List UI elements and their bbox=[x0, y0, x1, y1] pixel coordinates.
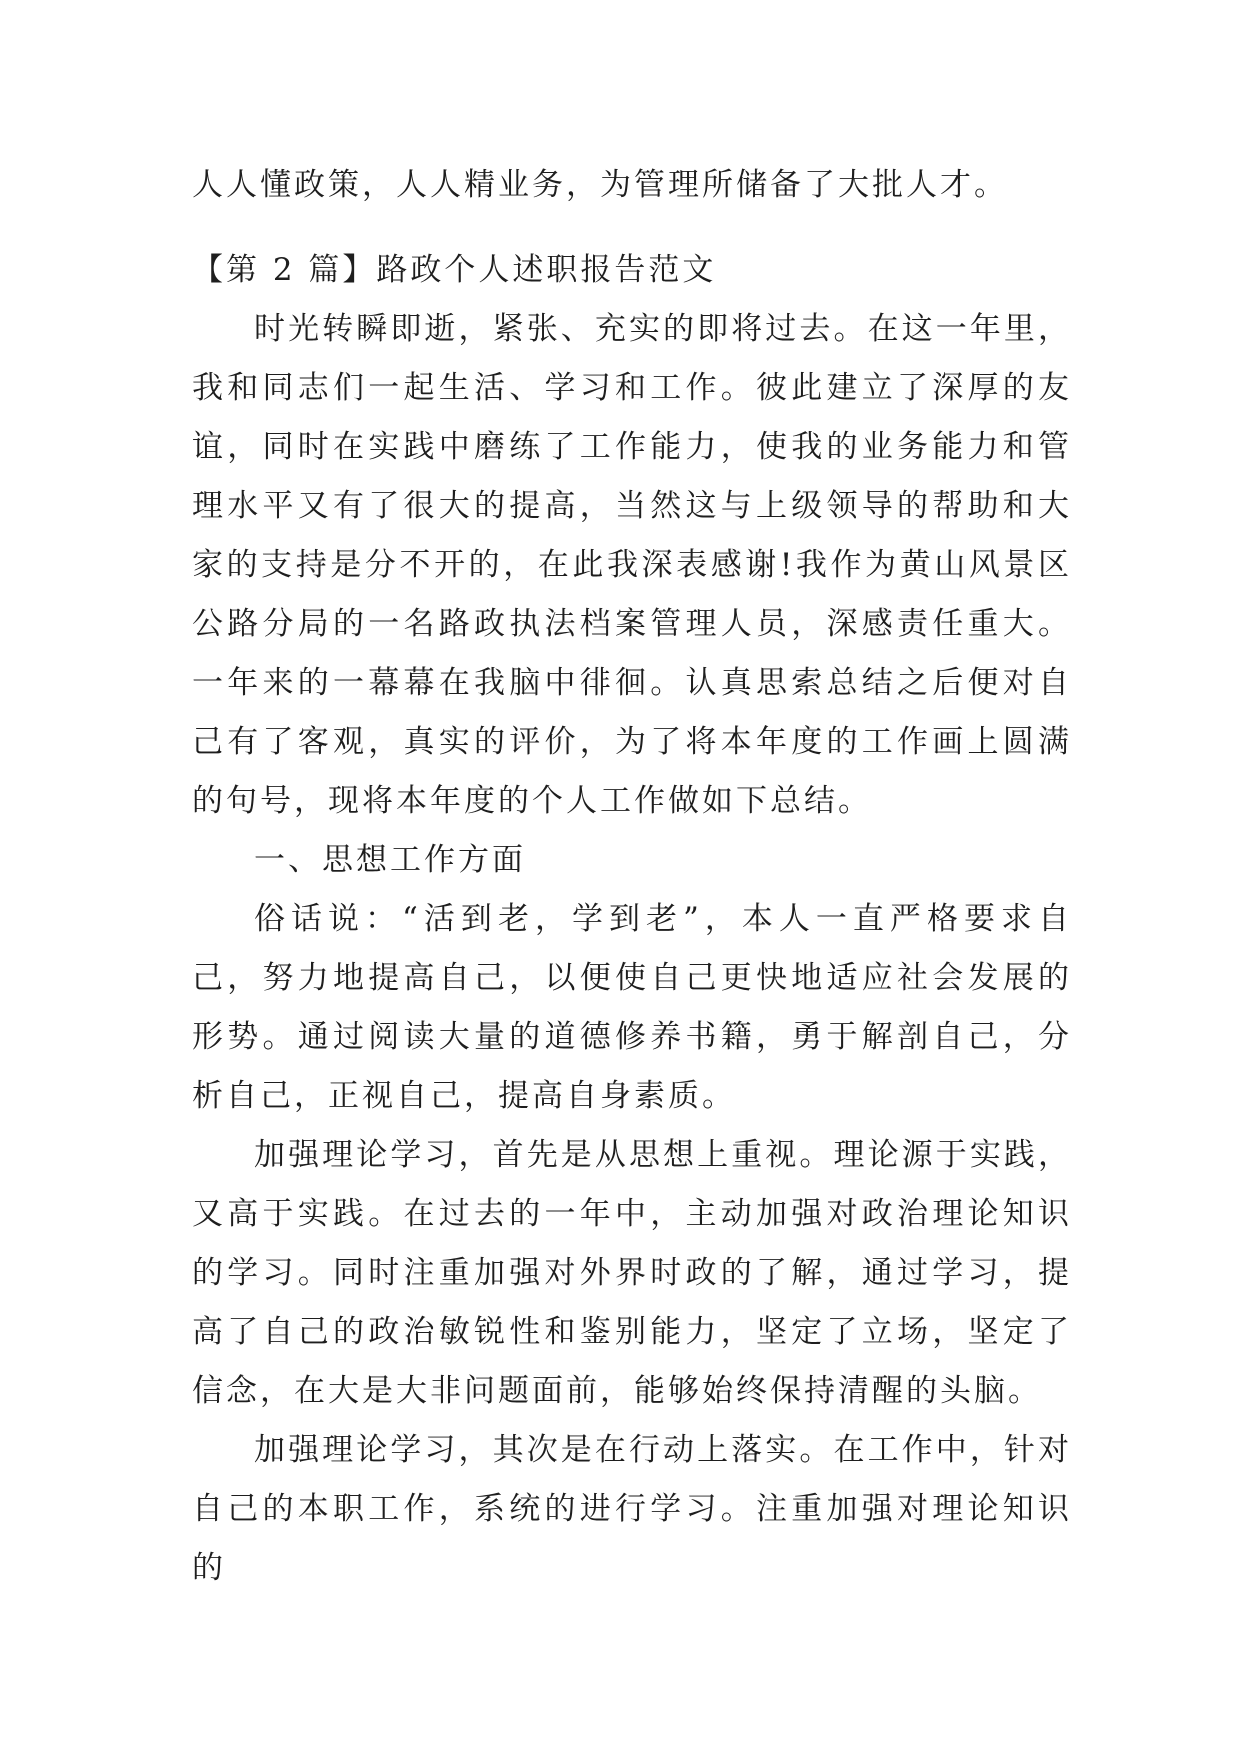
paragraph-intro: 时光转瞬即逝，紧张、充实的即将过去。在这一年里，我和同志们一起生活、学习和工作。彼此建立了深厚的友谊，同时在实践中磨练了工作能力，使我的业务能力和管理水平又有了很大的提高，当然这与上级领导的帮助和大家的支持是分不开的，在此我深表感谢!我作为黄山风景区公路分局的一名路政执法档案管理人员，深感责任重大。一年来的一幕幕在我脑中徘徊。认真思索总结之后便对自己有了客观，真实的评价，为了将本年度的工作画上圆满的句号，现将本年度的个人工作做如下总结。 bbox=[192, 311, 1072, 819]
document-body bbox=[192, 156, 1072, 1598]
paragraph-self-improvement: 俗话说：“活到老，学到老”，本人一直严格要求自己，努力地提高自己，以便使自己更快地适应社会发展的形势。通过阅读大量的道德修养书籍，勇于解剖自己，分析自己，正视自己，提高自身素质。 bbox=[192, 901, 1072, 1114]
paragraph-theory-study-second: 加强理论学习，其次是在行动上落实。在工作中，针对自己的本职工作，系统的进行学习。注重加强对理论知识的 bbox=[192, 1432, 1072, 1586]
section-heading-thought-work: 一、思想工作方面 bbox=[254, 842, 526, 878]
article-title: 【第 2 篇】路政个人述职报告范文 bbox=[192, 252, 717, 288]
paragraph-theory-study-first: 加强理论学习，首先是从思想上重视。理论源于实践，又高于实践。在过去的一年中，主动加强对政治理论知识的学习。同时注重加强对外界时政的了解，通过学习，提高了自己的政治敏锐性和鉴别能力，坚定了立场，坚定了信念，在大是大非问题面前，能够始终保持清醒的头脑。 bbox=[192, 1137, 1072, 1409]
continuation-text: 人人懂政策，人人精业务，为管理所储备了大批人才。 bbox=[192, 167, 1008, 203]
